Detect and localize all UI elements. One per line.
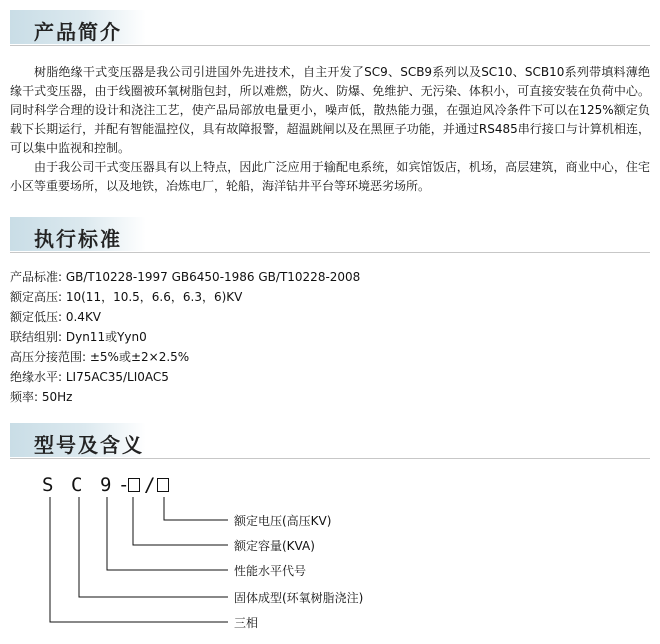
spec-frequency: 频率: 50Hz [10,390,73,404]
legend-rated-capacity: 额定容量(KVA) [234,539,315,553]
legend-three-phase: 三相 [234,616,259,630]
leader-voltage [164,497,228,520]
legend-solid-molding: 固体成型(环氧树脂浇注) [234,591,364,605]
spec-rated-low-voltage: 额定低压: 0.4KV [10,310,102,324]
spec-tap-range: 高压分接范围: ±5%或±2×2.5% [10,350,190,364]
standards-section-title: 执行标准 [34,227,122,251]
model-char-s: S [42,474,54,496]
legend-performance-code: 性能水平代号 [234,564,307,578]
intro-paragraph-2: 由于我公司干式变压器具有以上特点，因此广泛应用于输配电系统，如宾馆饭店，机场，高层建筑，商业中心，住宅小区等重要场所，以及地铁，冶炼电厂，轮船，海洋钻井平台等环境恶劣场所。 [10,160,650,193]
leader-molding [79,497,228,597]
leader-performance [107,497,228,570]
intro-paragraph-1: 树脂绝缘干式变压器是我公司引进国外先进技术，自主开发了SC9、SCB9系列以及SC10、SCB10系列带填料薄绝缘干式变压器，由于线圈被环氧树脂包封，所以难燃，防火、防爆、免维护、无污染、体积小，可直接安装在负荷中心。同时科学合理的设计和浇注工艺，使产品局部放电量更小，噪声低，散热能力强，在强迫风冷条件下可以在125%额定负载下长期运行，并配有智能温控仪，具有故障报警，超温跳闸以及在黑匣子功能，并通过RS485串行接口与计算机相连，可以集中监视和控制。 [10,65,650,155]
model-section-title: 型号及含义 [34,433,144,457]
capacity-box-icon [128,474,140,496]
intro-section-title: 产品简介 [34,20,122,44]
spec-rated-high-voltage: 额定高压: 10(11，10.5，6.6，6.3，6)KV [10,290,243,304]
leader-capacity [133,497,228,545]
model-char-c: C [71,474,83,496]
model-char-dash: - [118,474,130,496]
model-char-9: 9 [100,474,112,496]
spec-product-standard: 产品标准: GB/T10228-1997 GB6450-1986 GB/T10228-2008 [10,270,361,284]
spec-connection-group: 联结组别: Dyn11或Yyn0 [10,330,147,344]
legend-rated-voltage: 额定电压(高压KV) [234,514,332,528]
leader-three-phase [50,497,228,622]
voltage-box-icon [157,474,169,496]
model-char-slash: / [144,474,156,496]
spec-insulation-level: 绝缘水平: LI75AC35/LI0AC5 [10,370,169,384]
